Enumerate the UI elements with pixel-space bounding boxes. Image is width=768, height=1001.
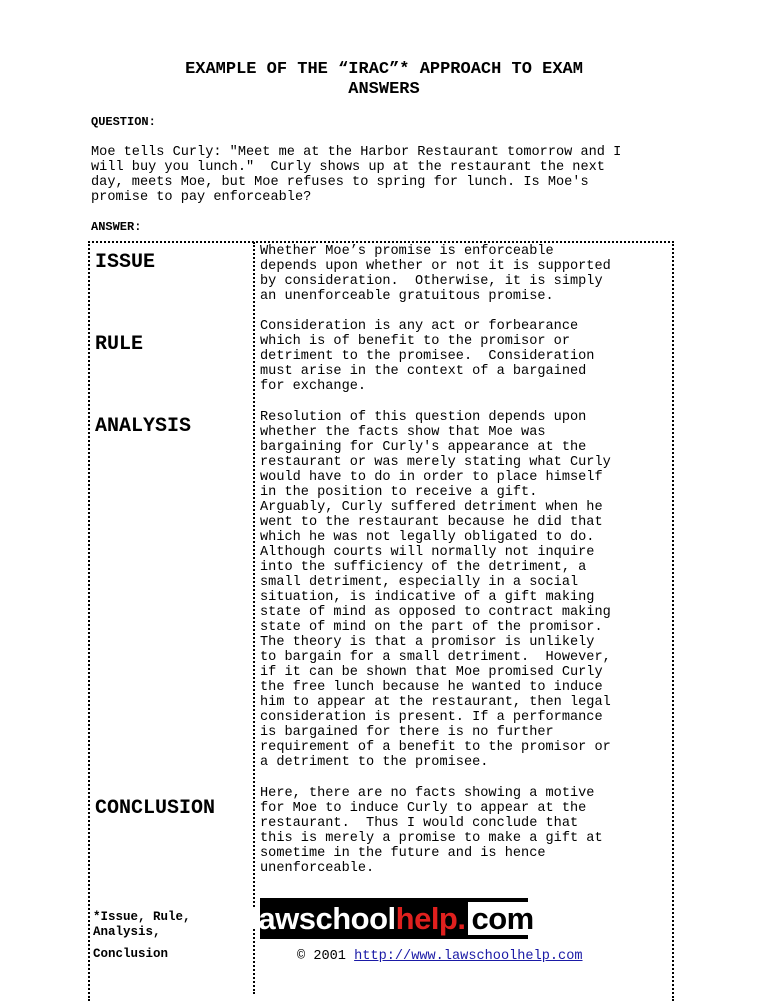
conclusion-text: Here, there are no facts showing a motive for Moe to induce Curly to appear at the restaurant. Thus I would conclude that this is merely a promise to make a gift at sometime in the future and is hence unenforceable. [260, 786, 603, 876]
title-line-2: ANSWERS [348, 80, 420, 99]
page-title [90, 60, 678, 100]
lawschoolhelp-logo [250, 898, 534, 939]
analysis-heading: ANALYSIS [95, 415, 192, 438]
rule-heading: RULE [95, 333, 144, 356]
logo-dot: . [457, 901, 466, 936]
copyright [297, 949, 583, 965]
analysis-text: Resolution of this question depends upon whether the facts show that Moe was bargaining for Curly's appearance at the restaurant or was merely stating what Curly would have to do in order to place himself in the position to receive a gift. Arguably, Curly suffered detriment when he went to the restaurant because he did that which he was not legally obligated to do. Although courts will normally not inquire into the sufficiency of the detriment, a small detriment, especially in a social situation, is indicative of a gift making state of mind as opposed to contract making state of mind on the part of the promisor. The theory is that a promisor is unlikely to bargain for a small detriment. However, if it can be shown that Moe promised Curly the free lunch because he wanted to induce him to appear at the restaurant, then legal consideration is present. If a performance is bargained for there is no further requirement of a benefit to the promisor or a detriment to the promisee. [260, 410, 611, 770]
rule-text: Consideration is any act or forbearance which is of benefit to the promisor or detriment to the promisee. Consideration must arise in the context of a bargained for exchange. [260, 319, 595, 394]
copyright-prefix: © 2001 [297, 949, 355, 964]
question-text: Moe tells Curly: "Meet me at the Harbor Restaurant tomorrow and I will buy you lunch." Curly shows up at the restaurant the next day, meets Moe, but Moe refuses to spring for lunch. Is Moe's promise to pay enforceable? [91, 145, 622, 205]
title-line-1: EXAMPLE OF THE “IRAC”* APPROACH TO EXAM [185, 60, 583, 79]
logo-text-help: help [395, 901, 458, 936]
logo-text-com: com [468, 902, 538, 935]
logo-text-lawschool: lawschool [250, 901, 396, 936]
website-link[interactable]: http://www.lawschoolhelp.com [354, 949, 583, 964]
answer-label: ANSWER: [91, 220, 142, 234]
conclusion-heading: CONCLUSION [95, 797, 216, 820]
footnote-conclusion: Conclusion [93, 947, 169, 961]
issue-heading: ISSUE [95, 251, 156, 274]
issue-text: Whether Moe’s promise is enforceable depends upon whether or not it is supported by consideration. Otherwise, it is simply an unenforceable gratuitous promise. [260, 244, 611, 304]
table-divider [253, 242, 255, 994]
footnote-text: *Issue, Rule, Analysis, [93, 910, 191, 939]
question-label: QUESTION: [91, 115, 156, 129]
